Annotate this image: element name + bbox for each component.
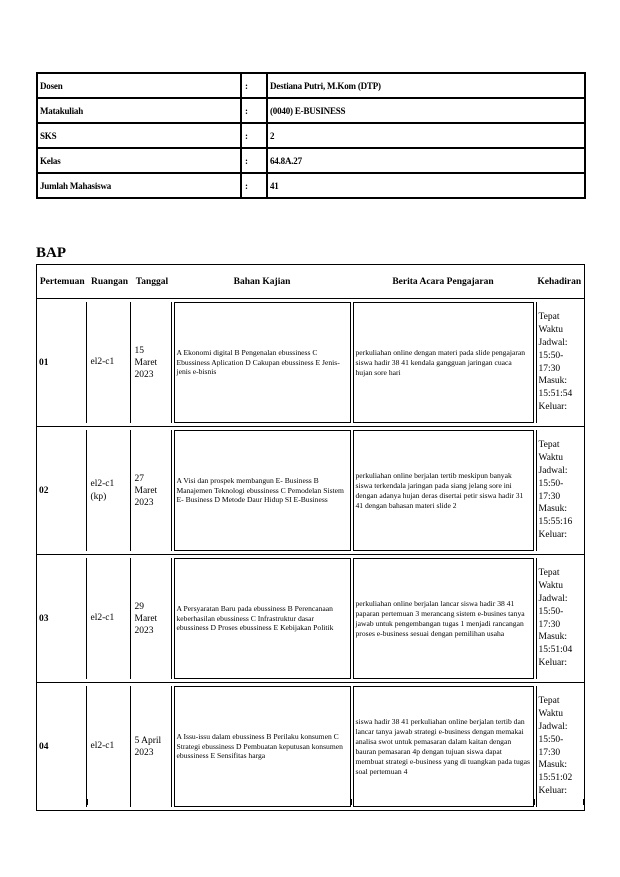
- kehadiran-line: 15:51:02: [538, 773, 573, 784]
- kehadiran-line: Waktu: [538, 580, 564, 591]
- kehadiran-line: 17:30: [538, 363, 561, 374]
- kehadiran-line: Waktu: [538, 324, 564, 335]
- column-divider: [351, 799, 352, 805]
- kehadiran-line: 15:51:04: [538, 645, 573, 656]
- info-value: 64.8A.27: [267, 148, 585, 173]
- info-separator: :: [241, 123, 267, 148]
- bap-header-row: [37, 265, 585, 299]
- pertemuan-cell: 01: [37, 302, 87, 423]
- info-label: Matakuliah: [37, 98, 241, 123]
- bap-title: BAP: [36, 245, 66, 261]
- table-row: [37, 299, 585, 427]
- bahan-kajian-cell: A Visi dan prospek membangun E- Business B Manajemen Teknologi ebussiness C Pemodelan Sistem E- Business D Metode Daur Hidup SI E-Business: [174, 430, 351, 551]
- berita-acara-cell: perkuliahan online berjalan lancar siswa hadir 38 41 paparan pertemuan 3 merancang sistem e-busines tanya jawab untuk pengembangan tugas 1 menjadi rancangan proses e-business sesuai dengan pemilihan usaha: [353, 558, 534, 679]
- kehadiran-line: 15:50-: [538, 734, 564, 745]
- header-tanggal: Tanggal: [132, 265, 173, 299]
- info-row-kelas: [37, 148, 585, 173]
- kehadiran-line: Tepat: [538, 695, 560, 706]
- ruangan-cell: el2-c1 (kp): [89, 430, 131, 551]
- info-separator: :: [241, 173, 267, 198]
- info-row-sks: [37, 123, 585, 148]
- kehadiran-cell: [536, 686, 585, 807]
- kehadiran-line: Tepat: [538, 567, 560, 578]
- info-separator: :: [241, 73, 267, 98]
- kehadiran-line: Masuk:: [538, 760, 567, 771]
- header-ruangan: Ruangan: [88, 265, 132, 299]
- berita-acara-cell: perkuliahan online dengan materi pada slide pengajaran siswa hadir 38 41 kendala gangguan jaringan cuaca hujan sore hari: [353, 302, 534, 423]
- kehadiran-line: Keluar:: [538, 786, 567, 797]
- berita-acara-cell: siswa hadir 38 41 perkuliahan online berjalan tertib dan lancar tanya jawab strategi e-business dengan memakai analisa swot untuk pemasaran dalam kaitan dengan bauran pemasaran 4p dengan tujuan siswa dapat membuat strategi e-business yang di tuangkan pada tugas soal pertemuan 4: [353, 686, 534, 807]
- kehadiran-line: 17:30: [538, 491, 561, 502]
- header-kehadiran: Kehadiran: [535, 265, 585, 299]
- info-row-matakuliah: [37, 98, 585, 123]
- bahan-kajian-cell: A Persyaratan Baru pada ebussiness B Perencanaan keberhasilan ebussiness C Infrastruktur dasar ebussiness D Proses ebussiness E Kebijakan Politik: [174, 558, 351, 679]
- berita-acara-cell: perkuliahan online berjalan tertib meskipun banyak siswa terkendala jaringan pada siang jelang sore ini dengan adanya hujan deras disertai petir siswa hadir 31 41 dengan bahasan materi slide 2: [353, 430, 534, 551]
- pertemuan-cell: 03: [37, 558, 87, 679]
- kehadiran-line: 15:50-: [538, 606, 564, 617]
- kehadiran-line: Jadwal:: [538, 593, 568, 604]
- table-row: [37, 427, 585, 555]
- header-pertemuan: Pertemuan: [37, 265, 88, 299]
- info-value: Destiana Putri, M.Kom (DTP): [267, 73, 585, 98]
- kehadiran-line: 15:55:16: [538, 517, 573, 528]
- ruangan-cell: el2-c1: [89, 302, 131, 423]
- header-bahan-kajian: Bahan Kajian: [173, 265, 352, 299]
- tanggal-cell: 27 Maret 2023: [133, 430, 172, 551]
- info-row-dosen: [37, 73, 585, 98]
- kehadiran-line: Jadwal:: [538, 465, 568, 476]
- info-label: Jumlah Mahasiswa: [37, 173, 241, 198]
- kehadiran-line: Tepat: [538, 439, 560, 450]
- kehadiran-line: 17:30: [538, 747, 561, 758]
- course-info-table: [36, 72, 586, 199]
- column-divider: [534, 799, 535, 805]
- tanggal-cell: 15 Maret 2023: [133, 302, 172, 423]
- kehadiran-line: Masuk:: [538, 632, 567, 643]
- column-divider: [87, 799, 88, 805]
- info-separator: :: [241, 148, 267, 173]
- info-separator: :: [241, 98, 267, 123]
- kehadiran-line: Jadwal:: [538, 337, 568, 348]
- kehadiran-line: Masuk:: [538, 504, 567, 515]
- kehadiran-line: Keluar:: [538, 658, 567, 669]
- kehadiran-line: 17:30: [538, 619, 561, 630]
- info-label: SKS: [37, 123, 241, 148]
- info-value: (0040) E-BUSINESS: [267, 98, 585, 123]
- bahan-kajian-cell: A Ekonomi digital B Pengenalan ebussiness C Ebussiness Aplication D Cakupan ebussiness E Jenis-jenis e-bisnis: [174, 302, 351, 423]
- info-row-jumlah-mahasiswa: [37, 173, 585, 198]
- table-continuation: [36, 799, 584, 805]
- info-label: Kelas: [37, 148, 241, 173]
- kehadiran-line: Jadwal:: [538, 721, 568, 732]
- tanggal-cell: 29 Maret 2023: [133, 558, 172, 679]
- kehadiran-line: Waktu: [538, 708, 564, 719]
- kehadiran-cell: [536, 558, 585, 679]
- kehadiran-line: Masuk:: [538, 376, 567, 387]
- kehadiran-cell: [536, 430, 585, 551]
- kehadiran-line: Waktu: [538, 452, 564, 463]
- tanggal-cell: 5 April 2023: [133, 686, 172, 807]
- info-label: Dosen: [37, 73, 241, 98]
- kehadiran-line: 15:50-: [538, 478, 564, 489]
- table-row: [37, 683, 585, 811]
- kehadiran-line: 15:51:54: [538, 389, 573, 400]
- header-berita-acara: Berita Acara Pengajaran: [352, 265, 535, 299]
- table-row: [37, 555, 585, 683]
- kehadiran-line: Tepat: [538, 311, 560, 322]
- kehadiran-line: Keluar:: [538, 402, 567, 413]
- bahan-kajian-cell: A Issu-issu dalam ebussiness B Perilaku konsumen C Strategi ebussiness D Pembuatan keputusan konsumen ebussiness E Sensifitas harga: [174, 686, 351, 807]
- pertemuan-cell: 04: [37, 686, 87, 807]
- pertemuan-cell: 02: [37, 430, 87, 551]
- ruangan-cell: el2-c1: [89, 558, 131, 679]
- info-value: 41: [267, 173, 585, 198]
- kehadiran-line: 15:50-: [538, 350, 564, 361]
- info-value: 2: [267, 123, 585, 148]
- bap-table: [36, 264, 585, 811]
- kehadiran-cell: [536, 302, 585, 423]
- ruangan-cell: el2-c1: [89, 686, 131, 807]
- kehadiran-line: Keluar:: [538, 530, 567, 541]
